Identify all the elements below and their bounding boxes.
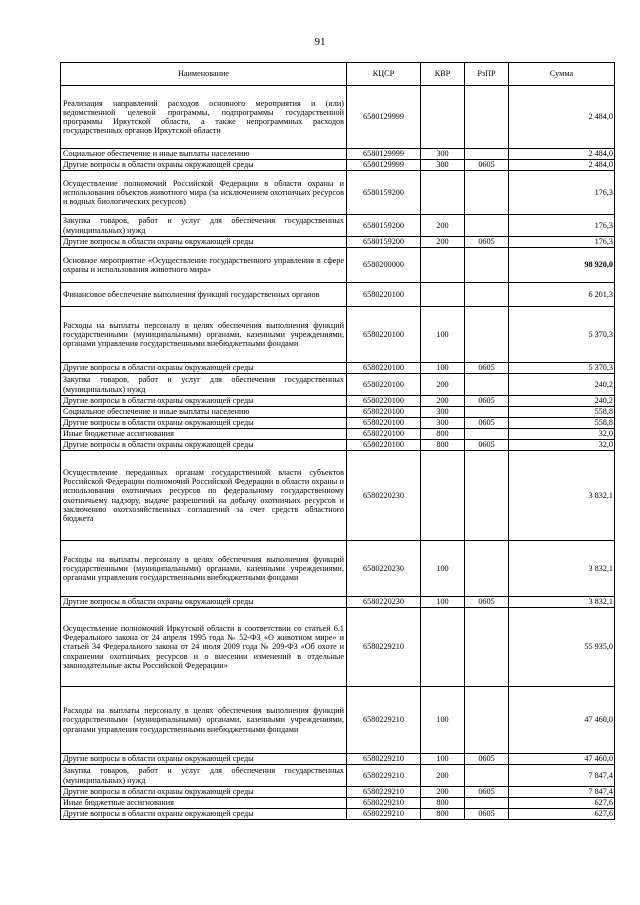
row-kvr-cell: 800 — [421, 809, 465, 820]
row-sum-cell: 5 370,3 — [509, 363, 615, 374]
row-sum-cell: 32,0 — [509, 440, 615, 451]
row-name-cell: Другие вопросы в области охраны окружающей среды — [61, 754, 347, 765]
row-name-cell: Расходы на выплаты персоналу в целях обеспечения выполнения функций государственными (муниципальными) органами, казенными учреждениями, органами управления государственными внебюджетными фондами — [61, 307, 347, 363]
row-name-cell: Иные бюджетные ассигнования — [61, 798, 347, 809]
table-row — [61, 429, 615, 440]
row-kvr-cell: 300 — [421, 160, 465, 171]
row-kvr-cell: 200 — [421, 374, 465, 396]
row-kvr-cell — [421, 248, 465, 283]
row-kcsr-cell: 6580220100 — [347, 374, 421, 396]
row-kvr-cell — [421, 283, 465, 307]
row-kvr-cell: 100 — [421, 687, 465, 754]
row-kcsr-cell: 6580129999 — [347, 86, 421, 149]
row-sum-cell: 558,8 — [509, 418, 615, 429]
row-rpr-cell — [465, 248, 509, 283]
row-name-cell: Другие вопросы в области охраны окружающей среды — [61, 396, 347, 407]
table-row — [61, 86, 615, 149]
row-rpr-cell — [465, 608, 509, 687]
row-rpr-cell — [465, 451, 509, 541]
row-name-cell: Реализация направлений расходов основного мероприятия и (или) ведомственной целевой программы, подпрограммы государственной программы Иркутской области, а также непрограммных расходов государственных органов Иркутской области — [61, 86, 347, 149]
header-name: Наименование — [61, 63, 347, 86]
header-rpr: РзПР — [465, 63, 509, 86]
row-rpr-cell — [465, 215, 509, 237]
row-sum-cell: 2 484,0 — [509, 160, 615, 171]
row-kcsr-cell: 6580220100 — [347, 418, 421, 429]
row-kvr-cell: 200 — [421, 215, 465, 237]
table-row — [61, 608, 615, 687]
row-name-cell: Другие вопросы в области охраны окружающей среды — [61, 809, 347, 820]
row-kvr-cell: 200 — [421, 787, 465, 798]
row-name-cell: Осуществление переданных органам государственной власти субъектов Российской Федерации полномочий Российской Федерации в области охраны и использования охотничьих ресурсов по федеральному государственному охотничьему надзору, выдаче разрешений на добычу охотничьих ресурсов и заключению охотхозяйственных соглашений за счет средств областного бюджета — [61, 451, 347, 541]
row-name-cell: Расходы на выплаты персоналу в целях обеспечения выполнения функций государственными (муниципальными) органами, казенными учреждениями, органами управления государственными внебюджетными фондами — [61, 687, 347, 754]
row-sum-cell: 240,2 — [509, 374, 615, 396]
table-row — [61, 787, 615, 798]
row-sum-cell: 47 460,0 — [509, 687, 615, 754]
row-sum-cell: 5 370,3 — [509, 307, 615, 363]
page-number: 91 — [314, 36, 326, 48]
row-rpr-cell: 0605 — [465, 418, 509, 429]
row-kcsr-cell: 6580220100 — [347, 407, 421, 418]
row-rpr-cell: 0605 — [465, 237, 509, 248]
row-sum-cell: 627,6 — [509, 798, 615, 809]
row-sum-cell: 176,3 — [509, 215, 615, 237]
row-rpr-cell: 0605 — [465, 440, 509, 451]
row-sum-cell: 240,2 — [509, 396, 615, 407]
header-kcsr: КЦСР — [347, 63, 421, 86]
table-row — [61, 687, 615, 754]
table-row — [61, 283, 615, 307]
row-rpr-cell: 0605 — [465, 396, 509, 407]
row-kcsr-cell: 6580220230 — [347, 541, 421, 597]
row-kvr-cell: 800 — [421, 798, 465, 809]
row-rpr-cell — [465, 86, 509, 149]
row-name-cell: Закупка товаров, работ и услуг для обеспечения государственных (муниципальных) нужд — [61, 374, 347, 396]
row-sum-cell: 627,6 — [509, 809, 615, 820]
table-row — [61, 440, 615, 451]
row-rpr-cell — [465, 407, 509, 418]
row-kcsr-cell: 6580229210 — [347, 787, 421, 798]
row-rpr-cell — [465, 171, 509, 215]
row-rpr-cell — [465, 541, 509, 597]
row-kvr-cell: 800 — [421, 440, 465, 451]
row-sum-cell: 2 484,0 — [509, 149, 615, 160]
row-kvr-cell: 800 — [421, 429, 465, 440]
row-name-cell: Расходы на выплаты персоналу в целях обеспечения выполнения функций государственными (муниципальными) органами, казенными учреждениями, органами управления государственными внебюджетными фондами — [61, 541, 347, 597]
row-kvr-cell — [421, 451, 465, 541]
row-sum-cell: 6 201,3 — [509, 283, 615, 307]
table-row — [61, 754, 615, 765]
row-sum-cell: 3 832,1 — [509, 541, 615, 597]
row-sum-cell: 176,3 — [509, 237, 615, 248]
row-kvr-cell: 100 — [421, 754, 465, 765]
table-row — [61, 541, 615, 597]
table-row — [61, 418, 615, 429]
row-sum-cell: 32,0 — [509, 429, 615, 440]
row-sum-cell: 3 832,1 — [509, 451, 615, 541]
row-rpr-cell — [465, 687, 509, 754]
row-name-cell: Иные бюджетные ассигнования — [61, 429, 347, 440]
row-kcsr-cell: 6580220100 — [347, 307, 421, 363]
row-name-cell: Основное мероприятие «Осуществление государственного управления в сфере охраны и использования животного мира» — [61, 248, 347, 283]
row-rpr-cell: 0605 — [465, 363, 509, 374]
row-kcsr-cell: 6580159200 — [347, 215, 421, 237]
row-rpr-cell: 0605 — [465, 787, 509, 798]
row-sum-cell: 558,8 — [509, 407, 615, 418]
row-kcsr-cell: 6580229210 — [347, 765, 421, 787]
row-kvr-cell — [421, 608, 465, 687]
row-kcsr-cell: 6580220230 — [347, 597, 421, 608]
header-kvr: КВР — [421, 63, 465, 86]
table-row — [61, 149, 615, 160]
table-row — [61, 307, 615, 363]
row-kcsr-cell: 6580229210 — [347, 809, 421, 820]
row-sum-cell: 2 484,0 — [509, 86, 615, 149]
row-kcsr-cell: 6580200000 — [347, 248, 421, 283]
row-sum-cell: 7 847,4 — [509, 765, 615, 787]
row-rpr-cell: 0605 — [465, 597, 509, 608]
row-name-cell: Закупка товаров, работ и услуг для обеспечения государственных (муниципальных) нужд — [61, 765, 347, 787]
row-sum-cell: 55 935,0 — [509, 608, 615, 687]
row-name-cell: Другие вопросы в области охраны окружающей среды — [61, 787, 347, 798]
row-rpr-cell — [465, 765, 509, 787]
table-row — [61, 215, 615, 237]
row-kcsr-cell: 6580220100 — [347, 283, 421, 307]
row-kcsr-cell: 6580229210 — [347, 687, 421, 754]
row-kvr-cell: 100 — [421, 307, 465, 363]
row-rpr-cell — [465, 149, 509, 160]
row-name-cell: Другие вопросы в области охраны окружающей среды — [61, 160, 347, 171]
table-row — [61, 248, 615, 283]
table-row — [61, 798, 615, 809]
row-name-cell: Другие вопросы в области охраны окружающей среды — [61, 597, 347, 608]
row-kcsr-cell: 6580229210 — [347, 608, 421, 687]
row-name-cell: Осуществление полномочий Российской Федерации в области охраны и использования объектов животного мира (за исключением охотничьих ресурсов и водных биологических ресурсов) — [61, 171, 347, 215]
header-sum: Сумма — [509, 63, 615, 86]
table-row — [61, 171, 615, 215]
row-kvr-cell: 100 — [421, 363, 465, 374]
table-row — [61, 374, 615, 396]
row-kcsr-cell: 6580159200 — [347, 171, 421, 215]
row-kvr-cell: 300 — [421, 407, 465, 418]
row-name-cell: Другие вопросы в области охраны окружающей среды — [61, 363, 347, 374]
row-kcsr-cell: 6580220230 — [347, 451, 421, 541]
row-name-cell: Другие вопросы в области охраны окружающей среды — [61, 418, 347, 429]
row-kcsr-cell: 6580220100 — [347, 396, 421, 407]
table-row — [61, 597, 615, 608]
row-rpr-cell — [465, 307, 509, 363]
row-kcsr-cell: 6580229210 — [347, 754, 421, 765]
row-kvr-cell: 200 — [421, 237, 465, 248]
row-name-cell: Финансовое обеспечение выполнения функций государственных органов — [61, 283, 347, 307]
row-name-cell: Осуществление полномочий Иркутской области в соответствии со статьей 6.1 Федерального закона от 24 апреля 1995 года № 52-ФЗ «О животном мире» и статьей 34 Федерального закона от 24 июля 2009 года № 209-ФЗ «Об охоте и сохранении охотничьих ресурсов и о внесении изменений в отдельные законодательные акты Российской Федерации» — [61, 608, 347, 687]
table-row — [61, 451, 615, 541]
row-kcsr-cell: 6580129999 — [347, 160, 421, 171]
row-kvr-cell: 100 — [421, 597, 465, 608]
row-kvr-cell: 100 — [421, 541, 465, 597]
table-header-row — [61, 63, 615, 86]
row-rpr-cell — [465, 429, 509, 440]
table-row — [61, 363, 615, 374]
row-kcsr-cell: 6580220100 — [347, 363, 421, 374]
row-name-cell: Другие вопросы в области охраны окружающей среды — [61, 440, 347, 451]
row-sum-cell: 3 832,1 — [509, 597, 615, 608]
row-kvr-cell — [421, 171, 465, 215]
row-rpr-cell — [465, 798, 509, 809]
row-kvr-cell: 200 — [421, 396, 465, 407]
table-row — [61, 396, 615, 407]
row-name-cell: Закупка товаров, работ и услуг для обеспечения государственных (муниципальных) нужд — [61, 215, 347, 237]
row-name-cell: Другие вопросы в области охраны окружающей среды — [61, 237, 347, 248]
row-rpr-cell — [465, 374, 509, 396]
row-name-cell: Социальное обеспечение и иные выплаты населению — [61, 149, 347, 160]
row-kvr-cell: 300 — [421, 418, 465, 429]
table-row — [61, 237, 615, 248]
budget-table — [60, 62, 615, 820]
row-name-cell: Социальное обеспечение и иные выплаты населению — [61, 407, 347, 418]
row-sum-cell: 98 920,0 — [509, 248, 615, 283]
row-rpr-cell: 0605 — [465, 809, 509, 820]
row-kcsr-cell: 6580220100 — [347, 440, 421, 451]
row-kcsr-cell: 6580220100 — [347, 429, 421, 440]
row-kcsr-cell: 6580129999 — [347, 149, 421, 160]
row-kcsr-cell: 6580159200 — [347, 237, 421, 248]
table-row — [61, 160, 615, 171]
row-rpr-cell: 0605 — [465, 754, 509, 765]
table-row — [61, 407, 615, 418]
table-row — [61, 809, 615, 820]
row-sum-cell: 7 847,4 — [509, 787, 615, 798]
table-body — [61, 86, 615, 820]
table-row — [61, 765, 615, 787]
row-sum-cell: 176,3 — [509, 171, 615, 215]
row-rpr-cell — [465, 283, 509, 307]
row-kvr-cell: 300 — [421, 149, 465, 160]
row-kcsr-cell: 6580229210 — [347, 798, 421, 809]
row-kvr-cell — [421, 86, 465, 149]
row-rpr-cell: 0605 — [465, 160, 509, 171]
row-kvr-cell: 200 — [421, 765, 465, 787]
row-sum-cell: 47 460,0 — [509, 754, 615, 765]
